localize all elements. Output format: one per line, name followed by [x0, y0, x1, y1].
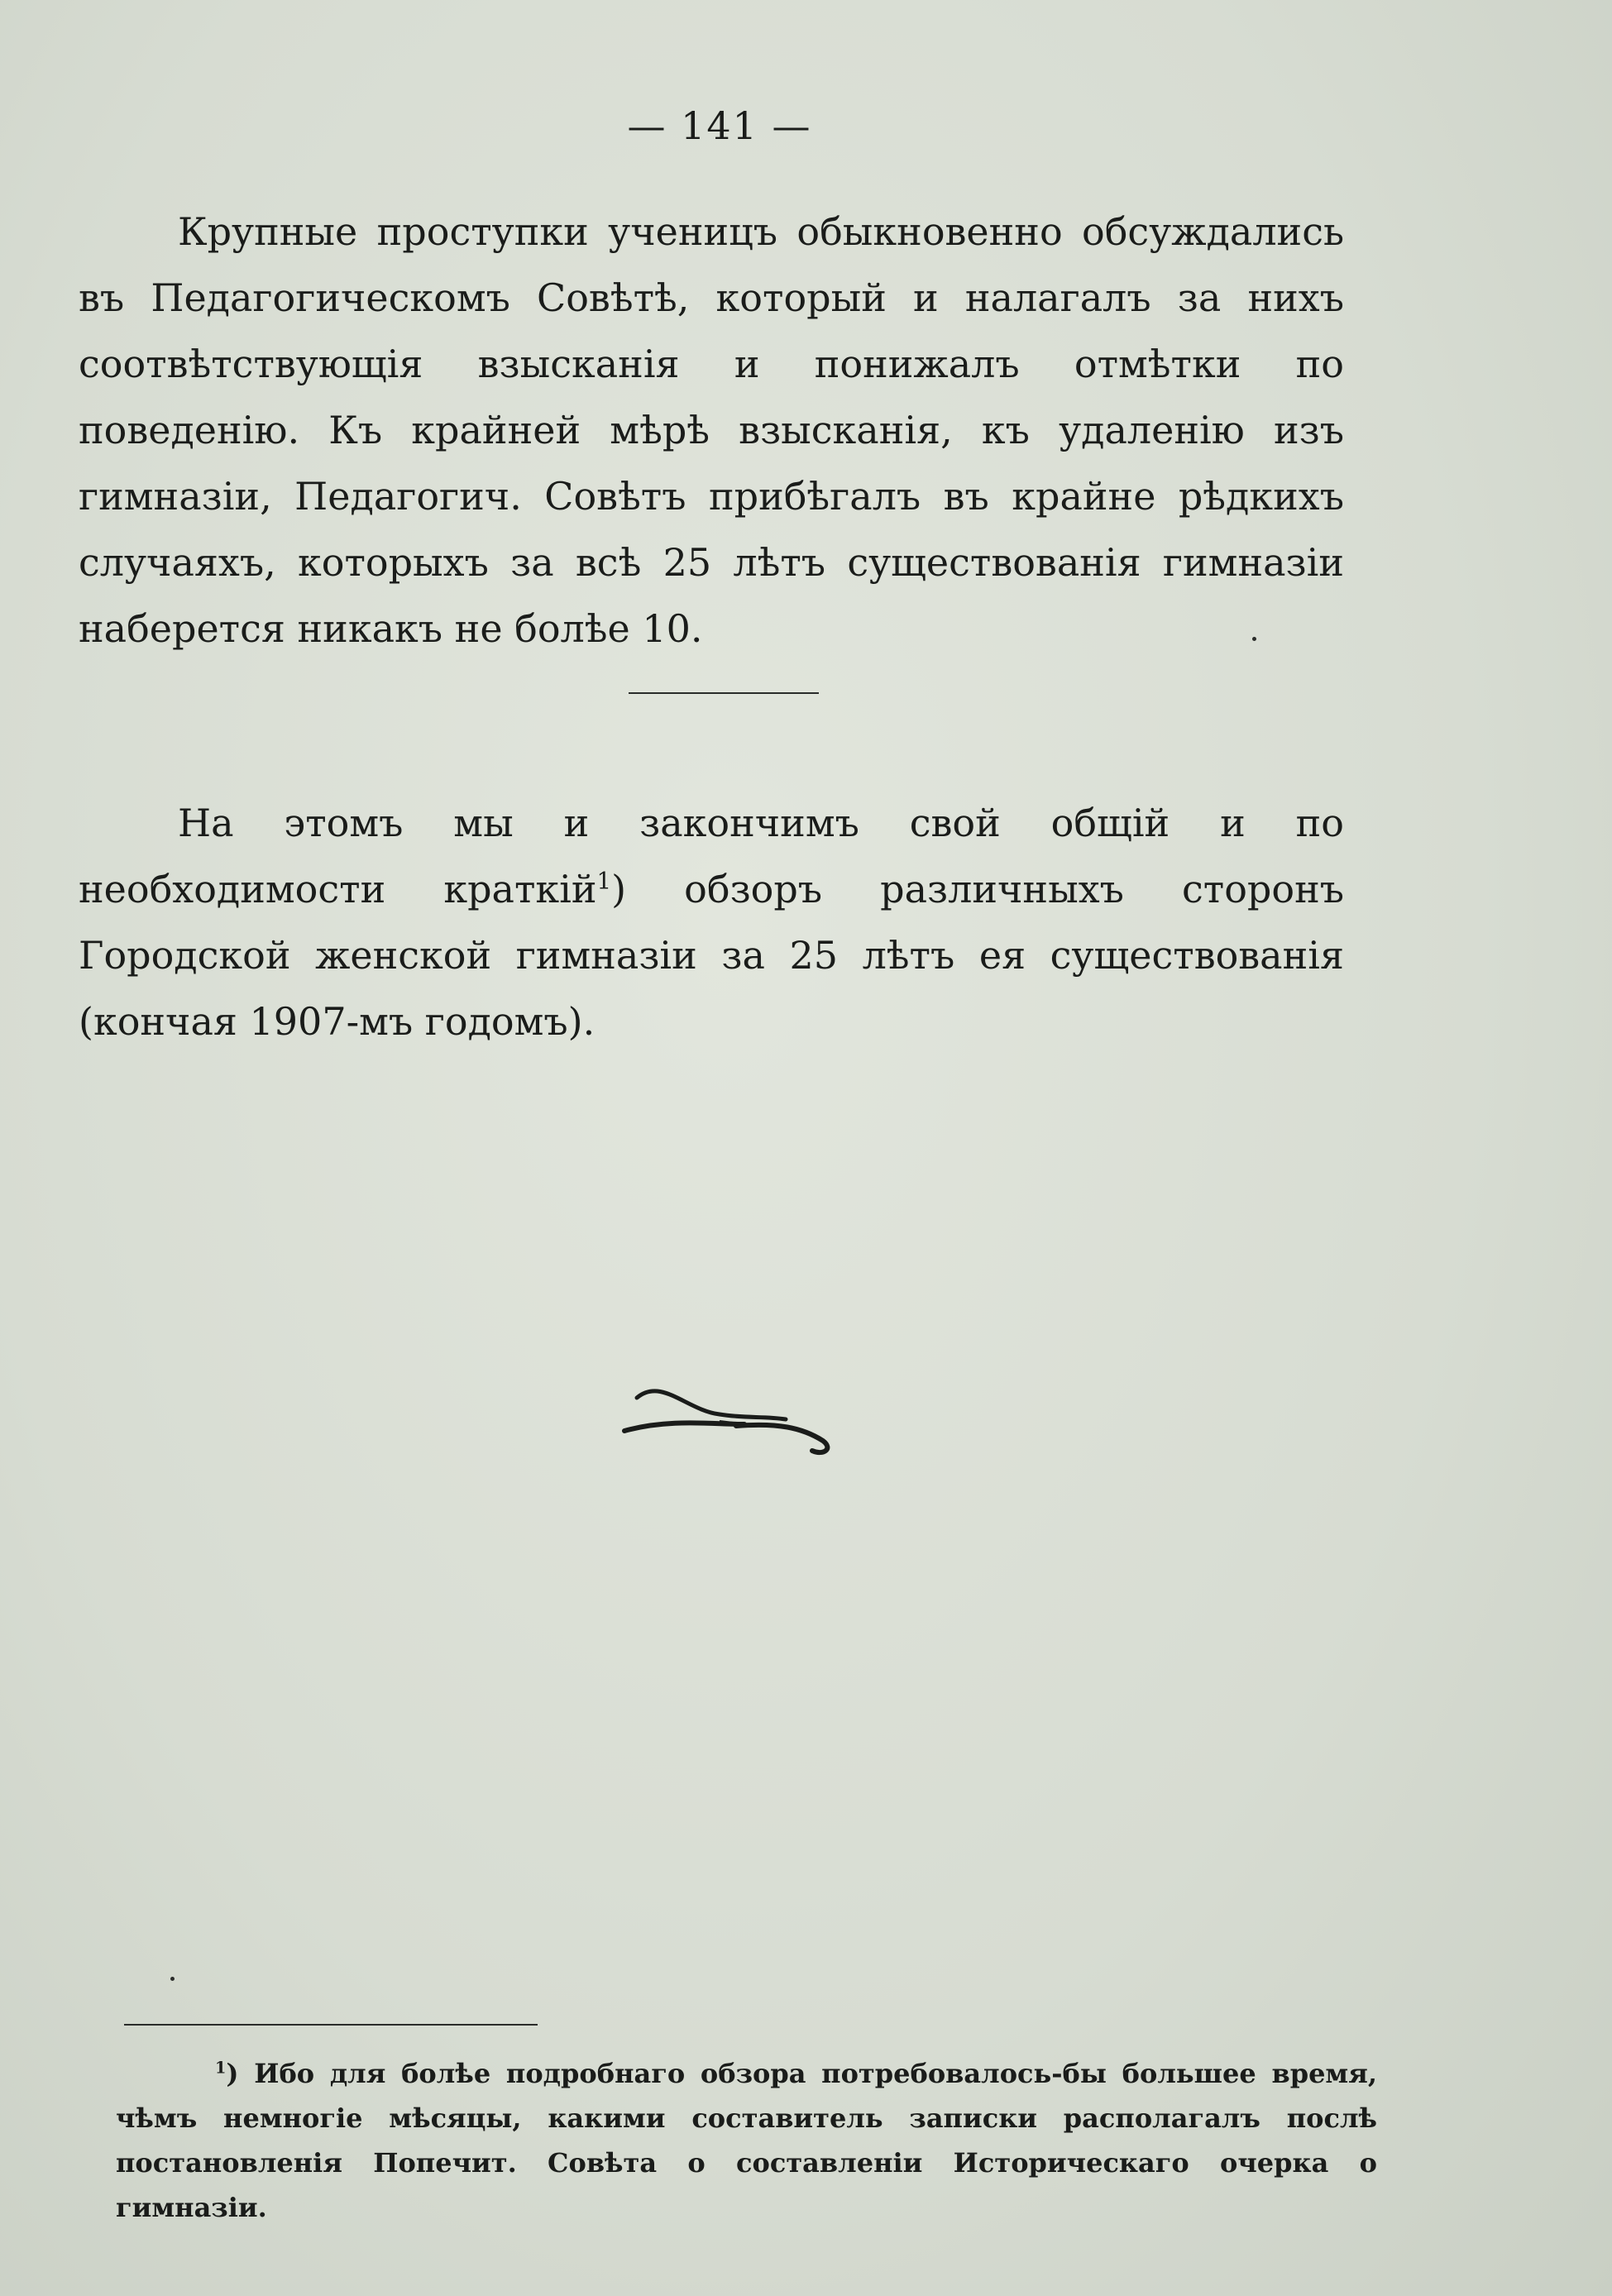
page-number: — 141 — — [627, 103, 812, 148]
footnote-text: ) Ибо для болѣе подробнаго обзора потребовалось-бы большее время, чѣмъ немногіе мѣсяцы, какими составитель записки располагалъ послѣ постановленія Попечит. Совѣта о составленіи Историческаго очерка о гимназіи. — [116, 2058, 1377, 2223]
footnote-marker: 1 — [215, 2058, 227, 2078]
decorative-ornament-icon — [620, 1373, 844, 1464]
footnote-reference[interactable]: 1 — [596, 867, 612, 895]
ink-speck — [170, 1977, 175, 1981]
section-divider — [629, 692, 819, 694]
footnote-divider — [124, 2024, 538, 2026]
paragraph-text: На этомъ мы и закончимъ свой общій и по необходимости краткій — [79, 801, 1344, 911]
footnote — [116, 2051, 1377, 2230]
paragraph-text-continued: ) обзоръ различныхъ сторонъ Городской женской гимназіи за 25 лѣтъ ея существованія (кончая 1907-мъ годомъ). — [79, 867, 1344, 1044]
ink-speck — [1252, 637, 1256, 641]
paragraph-conclusion — [79, 790, 1344, 1055]
paragraph-discipline — [79, 199, 1344, 662]
paragraph-text: Крупные проступки ученицъ обыкновенно обсуждались въ Педагогическомъ Совѣтѣ, который и налагалъ за нихъ соотвѣтствующія взысканія и понижалъ отмѣтки по поведенію. Къ крайней мѣрѣ взысканія, къ удаленію изъ гимназіи, Педагогич. Совѣтъ прибѣгалъ въ крайне рѣдкихъ случаяхъ, которыхъ за всѣ 25 лѣтъ существованія гимназіи наберется никакъ не болѣе 10. — [79, 209, 1344, 651]
